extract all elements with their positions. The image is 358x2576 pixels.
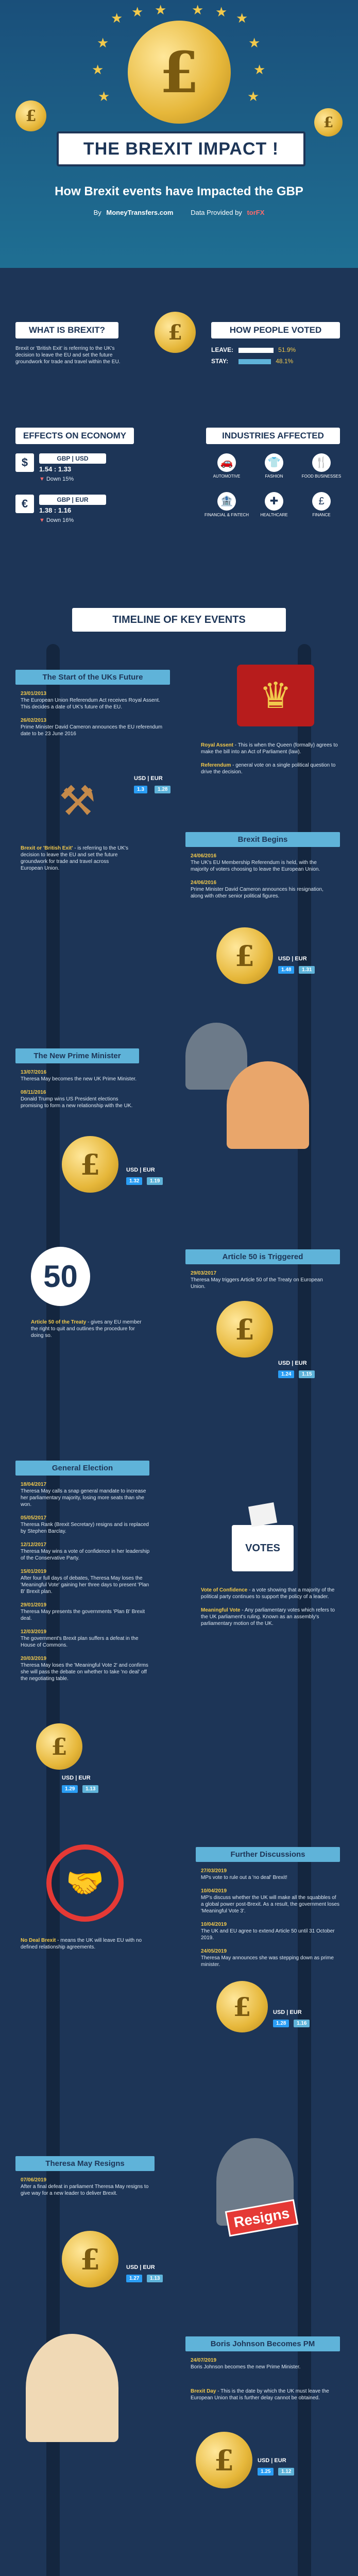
down-arrow-icon: ▼	[39, 476, 45, 482]
medical-icon: ✚	[265, 492, 283, 511]
event-title: The Start of the UKs Future	[15, 670, 170, 685]
event-title: Boris Johnson Becomes PM	[185, 2336, 340, 2351]
industry-fashion: 👕 FASHION	[251, 453, 297, 479]
star-icon: ★	[92, 62, 104, 77]
usd-badge: 1.25	[258, 2468, 274, 2476]
resigns-stamp: Resigns	[225, 2199, 299, 2237]
usd-eur-label: USD | EUR	[126, 2264, 155, 2270]
star-icon: ★	[97, 35, 109, 50]
industry-automotive: 🚗 AUTOMOTIVE	[203, 453, 250, 479]
money-icon: £	[312, 492, 331, 511]
pound-coin-icon: £	[36, 1723, 82, 1770]
event-title: Theresa May Resigns	[15, 2156, 155, 2171]
usd-eur-label: USD | EUR	[278, 1360, 307, 1366]
event-title: Article 50 is Triggered	[185, 1249, 340, 1264]
euro-icon: €	[15, 495, 34, 513]
moneytransfers-logo[interactable]: MoneyTransfers.com	[106, 209, 174, 216]
usd-badge: 1.29	[62, 1785, 78, 1793]
event-text: 24/07/2019 Boris Johnson becomes the new Prime Minister.	[191, 2358, 301, 2370]
event-text: 24/06/2016 The UK's EU Membership Referendum is held, with the majority of voters choosing to leave the European Union. 24/06/2016 Prime Minister David Cameron announces his resignation, along with other senior political figures.	[191, 853, 323, 899]
pound-coin-icon: £	[196, 2432, 252, 2488]
leave-row: LEAVE: 51.9%	[211, 346, 296, 353]
usd-badge: 1.28	[273, 2020, 289, 2027]
usd-eur-label: USD | EUR	[273, 2009, 302, 2015]
economy-card-usd: $ GBP | USD 1.54 : 1.33 ▼ Down 15%	[15, 453, 134, 489]
industry-fintech: 🏦 FINANCIAL & FINTECH	[203, 492, 250, 517]
usd-badge: 1.24	[278, 1370, 294, 1378]
star-icon: ★	[253, 62, 266, 77]
star-icon: ★	[215, 4, 228, 20]
eur-badge: 1.13	[82, 1785, 98, 1793]
economy-card-eur: € GBP | EUR 1.38 : 1.16 ▼ Down 16%	[15, 495, 134, 531]
what-is-brexit-title: WHAT IS BREXIT?	[15, 322, 118, 338]
byline: By MoneyTransfers.com Data Provided by torFX	[93, 209, 265, 216]
star-icon: ★	[98, 89, 110, 104]
pound-coin-icon: £	[314, 108, 343, 137]
donald-trump-portrait	[227, 1061, 309, 1149]
event-text: 13/07/2016 Theresa May becomes the new UK Prime Minister. 08/11/2016 Donald Trump wins US President elections promising to form a new relationship with the UK.	[21, 1070, 137, 1109]
dollar-icon: $	[15, 453, 34, 472]
leave-bar	[238, 348, 273, 353]
usd-badge: 1.27	[126, 2275, 142, 2282]
eur-badge: 1.28	[155, 786, 171, 793]
eur-badge: 1.15	[299, 1370, 315, 1378]
crown-icon: ♛	[237, 665, 314, 726]
event-text: 23/01/2013 The European Union Referendum Act receives Royal Assent. This decides a date of UK's future of the EU. 26/02/2013 Prime Minister David Cameron announces the EU referendum date to be 23 June 2016	[21, 691, 163, 737]
usd-badge: 1.48	[278, 966, 294, 974]
usd-eur-label: USD | EUR	[134, 775, 163, 782]
industry-food: 🍴 FOOD BUSINESSES	[298, 453, 345, 479]
event-side-text: Article 50 of the Treaty - gives any EU member the right to quit and outlines the procedure for doing so.	[31, 1319, 142, 1338]
pound-coin-icon: £	[155, 312, 196, 353]
star-icon: ★	[155, 2, 167, 18]
timeline-title: TIMELINE OF KEY EVENTS	[72, 608, 286, 632]
stay-row: STAY: 48.1%	[211, 358, 294, 365]
usd-eur-label: USD | EUR	[278, 956, 307, 962]
star-icon: ★	[131, 4, 144, 20]
event-title: Further Discussions	[196, 1847, 340, 1862]
page-subtitle: How Brexit events have Impacted the GBP	[55, 184, 303, 198]
pound-coin-icon: £	[216, 1301, 273, 1358]
eur-badge: 1.19	[147, 1177, 163, 1185]
usd-eur-label: USD | EUR	[62, 1775, 91, 1781]
down-arrow-icon: ▼	[39, 517, 45, 523]
ballot-box-icon: VOTES	[221, 1499, 304, 1571]
car-icon: 🚗	[217, 453, 236, 472]
pound-coin-icon: £	[15, 100, 46, 131]
usd-badge: 1.32	[126, 1177, 142, 1185]
event-side-text: Vote of Confidence - a vote showing that a majority of the political party continues to support the policy of a leader. Meaningful Vote - Any parliamentary votes which refers to the UK parliament's ruling. Known as an assembly's parliamentary motion of the UK.	[201, 1587, 335, 1626]
star-icon: ★	[192, 2, 204, 18]
event-side-text: Brexit Day - This is the date by which the UK must leave the European Union that is further delay cannot be obtained.	[191, 2388, 329, 2401]
usd-eur-label: USD | EUR	[258, 2458, 286, 2464]
article-50-badge: 50	[31, 1247, 90, 1306]
star-icon: ★	[248, 35, 261, 50]
usd-eur-label: USD | EUR	[126, 1167, 155, 1173]
industries-affected-title: INDUSTRIES AFFECTED	[206, 428, 340, 444]
star-icon: ★	[111, 10, 123, 26]
pound-coin-icon: £	[62, 1136, 118, 1193]
page-title: THE BREXIT IMPACT !	[57, 131, 305, 166]
effects-on-economy-title: EFFECTS ON ECONOMY	[15, 428, 134, 444]
event-text: 27/03/2019 MPs vote to rule out a 'no deal' Brexit! 10/04/2019 MP's discuss whether the UK will make all the squabbles of a global power post-Brexit. As a result, the government loses 'Meaningful Vote 3'. 10/04/2019 The UK and EU agree to extend Article 50 until 31 October 2019. 24/05/2019 Theresa May announces she was stepping down as prime minister.	[201, 1868, 340, 1968]
stay-bar	[238, 359, 271, 364]
event-title: The New Prime Minister	[15, 1048, 139, 1063]
event-side-text: No Deal Brexit - means the UK will leave EU with no defined relationship agreements.	[21, 1938, 142, 1950]
usd-badge: 1.3	[134, 786, 147, 793]
event-title: Brexit Begins	[185, 832, 340, 847]
how-people-voted-title: HOW PEOPLE VOTED	[211, 322, 340, 338]
event-text: 18/04/2017 Theresa May calls a snap general mandate to increase her parliamentary majority, losing more seats than she won. 05/05/2017 Theresa Rank (Brexit Secretary) resigns and is replaced by Stephen Barclay. 12/12/2017 Theresa May wins a vote of confidence in her leadership of the Conservative Party. 15/01/2019 After four full days of debates, Theresa May loses the 'Meaningful Vote' gaining her three days to present 'Plan B' Brexit plan. 29/01/2019 Theresa May presents the governments 'Plan B' Brexit deal. 12/03/2019 The government's Brexit plan suffers a defeat in the House of Commons. 20/03/2019 Theresa May loses the 'Meaningful Vote 2' and confirms she will pass the debate on whether to take 'no deal' off the negotiating table.	[21, 1482, 150, 1682]
pound-coin-icon: £	[128, 21, 231, 124]
star-icon: ★	[236, 10, 248, 26]
shirt-icon: 👕	[265, 453, 283, 472]
event-title: General Election	[15, 1461, 149, 1476]
industry-healthcare: ✚ HEALTHCARE	[251, 492, 297, 517]
eur-badge: 1.13	[147, 2275, 163, 2282]
boris-johnson-portrait	[26, 2334, 118, 2442]
industries-grid	[203, 453, 345, 541]
food-icon: 🍴	[312, 453, 331, 472]
pound-coin-icon: £	[62, 2231, 118, 2287]
event-text: 29/03/2017 Theresa May triggers Article 50 of the Treaty on European Union.	[191, 1270, 323, 1290]
gavel-icon: ⚒	[59, 778, 96, 824]
star-icon: ★	[247, 89, 260, 104]
eur-badge: 1.16	[294, 2020, 310, 2027]
pound-coin-icon: £	[216, 927, 273, 984]
event-side-text: Brexit or 'British Exit' - is referring to the UK's decision to leave the EU and set the future groundwork for trade and travel across European Union.	[21, 845, 128, 871]
eur-badge: 1.12	[278, 2468, 294, 2476]
torfx-logo[interactable]: torFX	[247, 209, 265, 216]
industry-finance: £ FINANCE	[298, 492, 345, 517]
eur-badge: 1.31	[299, 966, 315, 974]
what-is-brexit-text: Brexit or 'British Exit' is referring to the UK's decision to leave the EU and set the future groundwork for trade and travel within the EU.	[15, 346, 121, 365]
pound-coin-icon: £	[216, 1981, 268, 2032]
no-deal-handshake-icon: 🤝	[46, 1844, 124, 1922]
event-text: 07/06/2019 After a final defeat in parliament Theresa May resigns to give way for a new leader to deliver Brexit.	[21, 2177, 149, 2196]
bank-icon: 🏦	[217, 492, 236, 511]
event-side-text: Royal Assent - This is when the Queen (formally) agrees to make the bill into an Act of Parliament (law). Referendum - general vote on a single political question to drive the decision.	[201, 742, 338, 775]
